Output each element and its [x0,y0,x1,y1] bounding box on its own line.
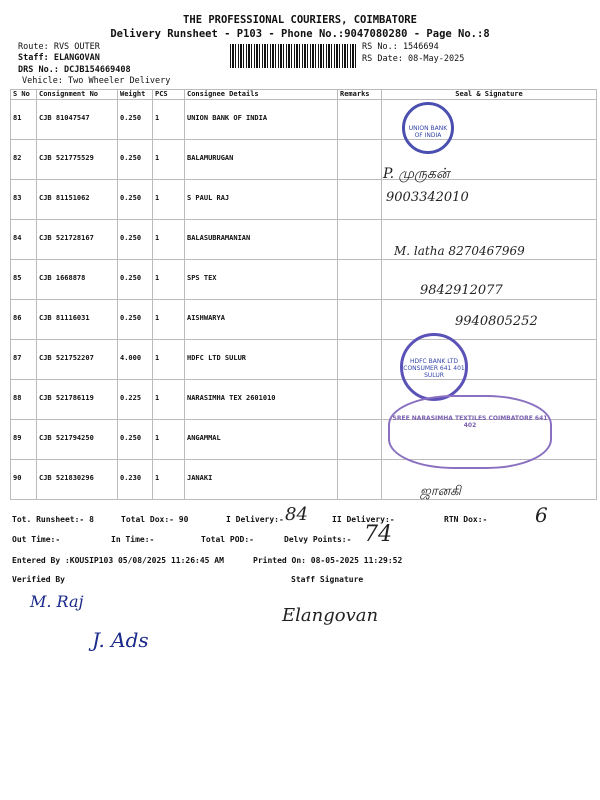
cell-remarks [338,460,382,500]
cell-sno: 87 [11,340,37,380]
cell-weight: 0.225 [118,380,153,420]
cell-consignee: NARASIMHA TEX 2601010 [185,380,338,420]
cell-remarks [338,420,382,460]
col-seal: Seal & Signature [382,90,597,100]
table-row [11,340,597,380]
cell-pcs: 1 [153,260,185,300]
cell-consignment: CJB 1668878 [37,260,118,300]
cell-consignment: CJB 521794250 [37,420,118,460]
ii-delivery: II Delivery:- [332,515,395,524]
verified-signature-2: J. Ads [92,628,149,652]
cell-pcs: 1 [153,140,185,180]
cell-sno: 88 [11,380,37,420]
handwriting-row90: ஜானகி [420,484,461,499]
cell-weight: 0.250 [118,180,153,220]
cell-consignee: SPS TEX [185,260,338,300]
col-remarks: Remarks [338,90,382,100]
cell-consignee: HDFC LTD SULUR [185,340,338,380]
rs-no: RS No.: 1546694 [362,42,439,52]
cell-consignment: CJB 81047547 [37,100,118,140]
handwriting-row86: 9940805252 [455,314,538,329]
drs-label: DRS No.: DCJB154669408 [18,65,131,75]
verified-signature-1: M. Raj [30,592,84,611]
cell-pcs: 1 [153,300,185,340]
cell-consignment: CJB 521775529 [37,140,118,180]
cell-sno: 86 [11,300,37,340]
hdfc-stamp-text: HDFC BANK LTD CONSUMER 641 401 SULUR [403,358,465,379]
cell-weight: 0.250 [118,300,153,340]
handwriting-row83: 9003342010 [386,190,469,205]
union-bank-stamp [402,102,454,154]
table-header [11,90,597,100]
cell-remarks [338,180,382,220]
table-row [11,180,597,220]
cell-weight: 0.250 [118,100,153,140]
narasimha-stamp-text: SREE NARASIMHA TEXTILES COIMBATORE 641 402 [392,415,548,429]
cell-consignee: UNION BANK OF INDIA [185,100,338,140]
cell-pcs: 1 [153,420,185,460]
entered-by: Entered By :KOUSIP103 05/08/2025 11:26:45 AM [12,556,224,565]
cell-consignment: CJB 521752207 [37,340,118,380]
staff-signature: Elangovan [282,605,379,626]
cell-weight: 0.250 [118,140,153,180]
rtn-dox: RTN Dox:- [444,515,488,524]
i-delivery-value: 84 [285,504,308,525]
cell-weight: 0.250 [118,220,153,260]
col-weight: Weight [118,90,153,100]
cell-pcs: 1 [153,340,185,380]
cell-sno: 89 [11,420,37,460]
handwriting-row85: 9842912077 [420,283,503,298]
cell-pcs: 1 [153,460,185,500]
cell-consignee: ANGAMMAL [185,420,338,460]
cell-consignee: BALASUBRAMANIAN [185,220,338,260]
cell-consignee: S PAUL RAJ [185,180,338,220]
cell-consignment: CJB 521728167 [37,220,118,260]
col-consignee: Consignee Details [185,90,338,100]
staff-label: Staff: ELANGOVAN [18,53,100,63]
cell-consignment: CJB 81116031 [37,300,118,340]
cell-pcs: 1 [153,220,185,260]
barcode [230,44,356,68]
cell-sno: 84 [11,220,37,260]
cell-weight: 0.250 [118,420,153,460]
total-pod: Total POD:- [201,535,254,544]
cell-remarks [338,220,382,260]
cell-consignee: AISHWARYA [185,300,338,340]
cell-remarks [338,300,382,340]
cell-consignee: JANAKI [185,460,338,500]
cell-pcs: 1 [153,380,185,420]
company-title: THE PROFESSIONAL COURIERS, COIMBATORE [183,14,417,26]
total-dox: Total Dox:- 90 [121,515,189,524]
cell-pcs: 1 [153,180,185,220]
cell-sno: 81 [11,100,37,140]
route-label: Route: RVS OUTER [18,42,100,52]
cell-consignment: CJB 81151062 [37,180,118,220]
cell-consignee: BALAMURUGAN [185,140,338,180]
handwriting-row82: P. முருகன் [383,166,450,182]
cell-consignment: CJB 521830296 [37,460,118,500]
cell-sno: 82 [11,140,37,180]
vehicle-label: Vehicle: Two Wheeler Delivery [22,76,171,86]
table-row [11,260,597,300]
table-row [11,140,597,180]
table-row [11,100,597,140]
cell-remarks [338,260,382,300]
cell-remarks [338,100,382,140]
delvy-points-value: 74 [364,522,392,547]
col-sno: S No [11,90,37,100]
tot-runsheet: Tot. Runsheet:- 8 [12,515,94,524]
cell-weight: 4.000 [118,340,153,380]
in-time: In Time:- [111,535,155,544]
cell-weight: 0.230 [118,460,153,500]
cell-pcs: 1 [153,100,185,140]
delvy-points: Delvy Points:- [284,535,352,544]
verified-by: Verified By [12,575,65,584]
cell-sno: 83 [11,180,37,220]
printed-on: Printed On: 08-05-2025 11:29:52 [253,556,403,565]
cell-remarks [338,140,382,180]
runsheet-subtitle: Delivery Runsheet - P103 - Phone No.:9047080280 - Page No.:8 [110,28,490,40]
cell-sno: 85 [11,260,37,300]
cell-remarks [338,340,382,380]
handwriting-row84: M. latha 8270467969 [394,244,525,258]
rs-date: RS Date: 08-May-2025 [362,54,465,64]
cell-weight: 0.250 [118,260,153,300]
hdfc-stamp [400,333,468,401]
rtn-dox-value: 6 [535,503,548,527]
i-delivery: I Delivery:- [226,515,284,524]
cell-sno: 90 [11,460,37,500]
union-bank-stamp-text: UNION BANK OF INDIA [408,125,448,139]
col-pcs: PCS [153,90,185,100]
cell-consignment: CJB 521786119 [37,380,118,420]
col-consignment: Consignment No [37,90,118,100]
staff-signature-label: Staff Signature [291,575,364,584]
cell-remarks [338,380,382,420]
narasimha-stamp [388,395,552,469]
out-time: Out Time:- [12,535,61,544]
